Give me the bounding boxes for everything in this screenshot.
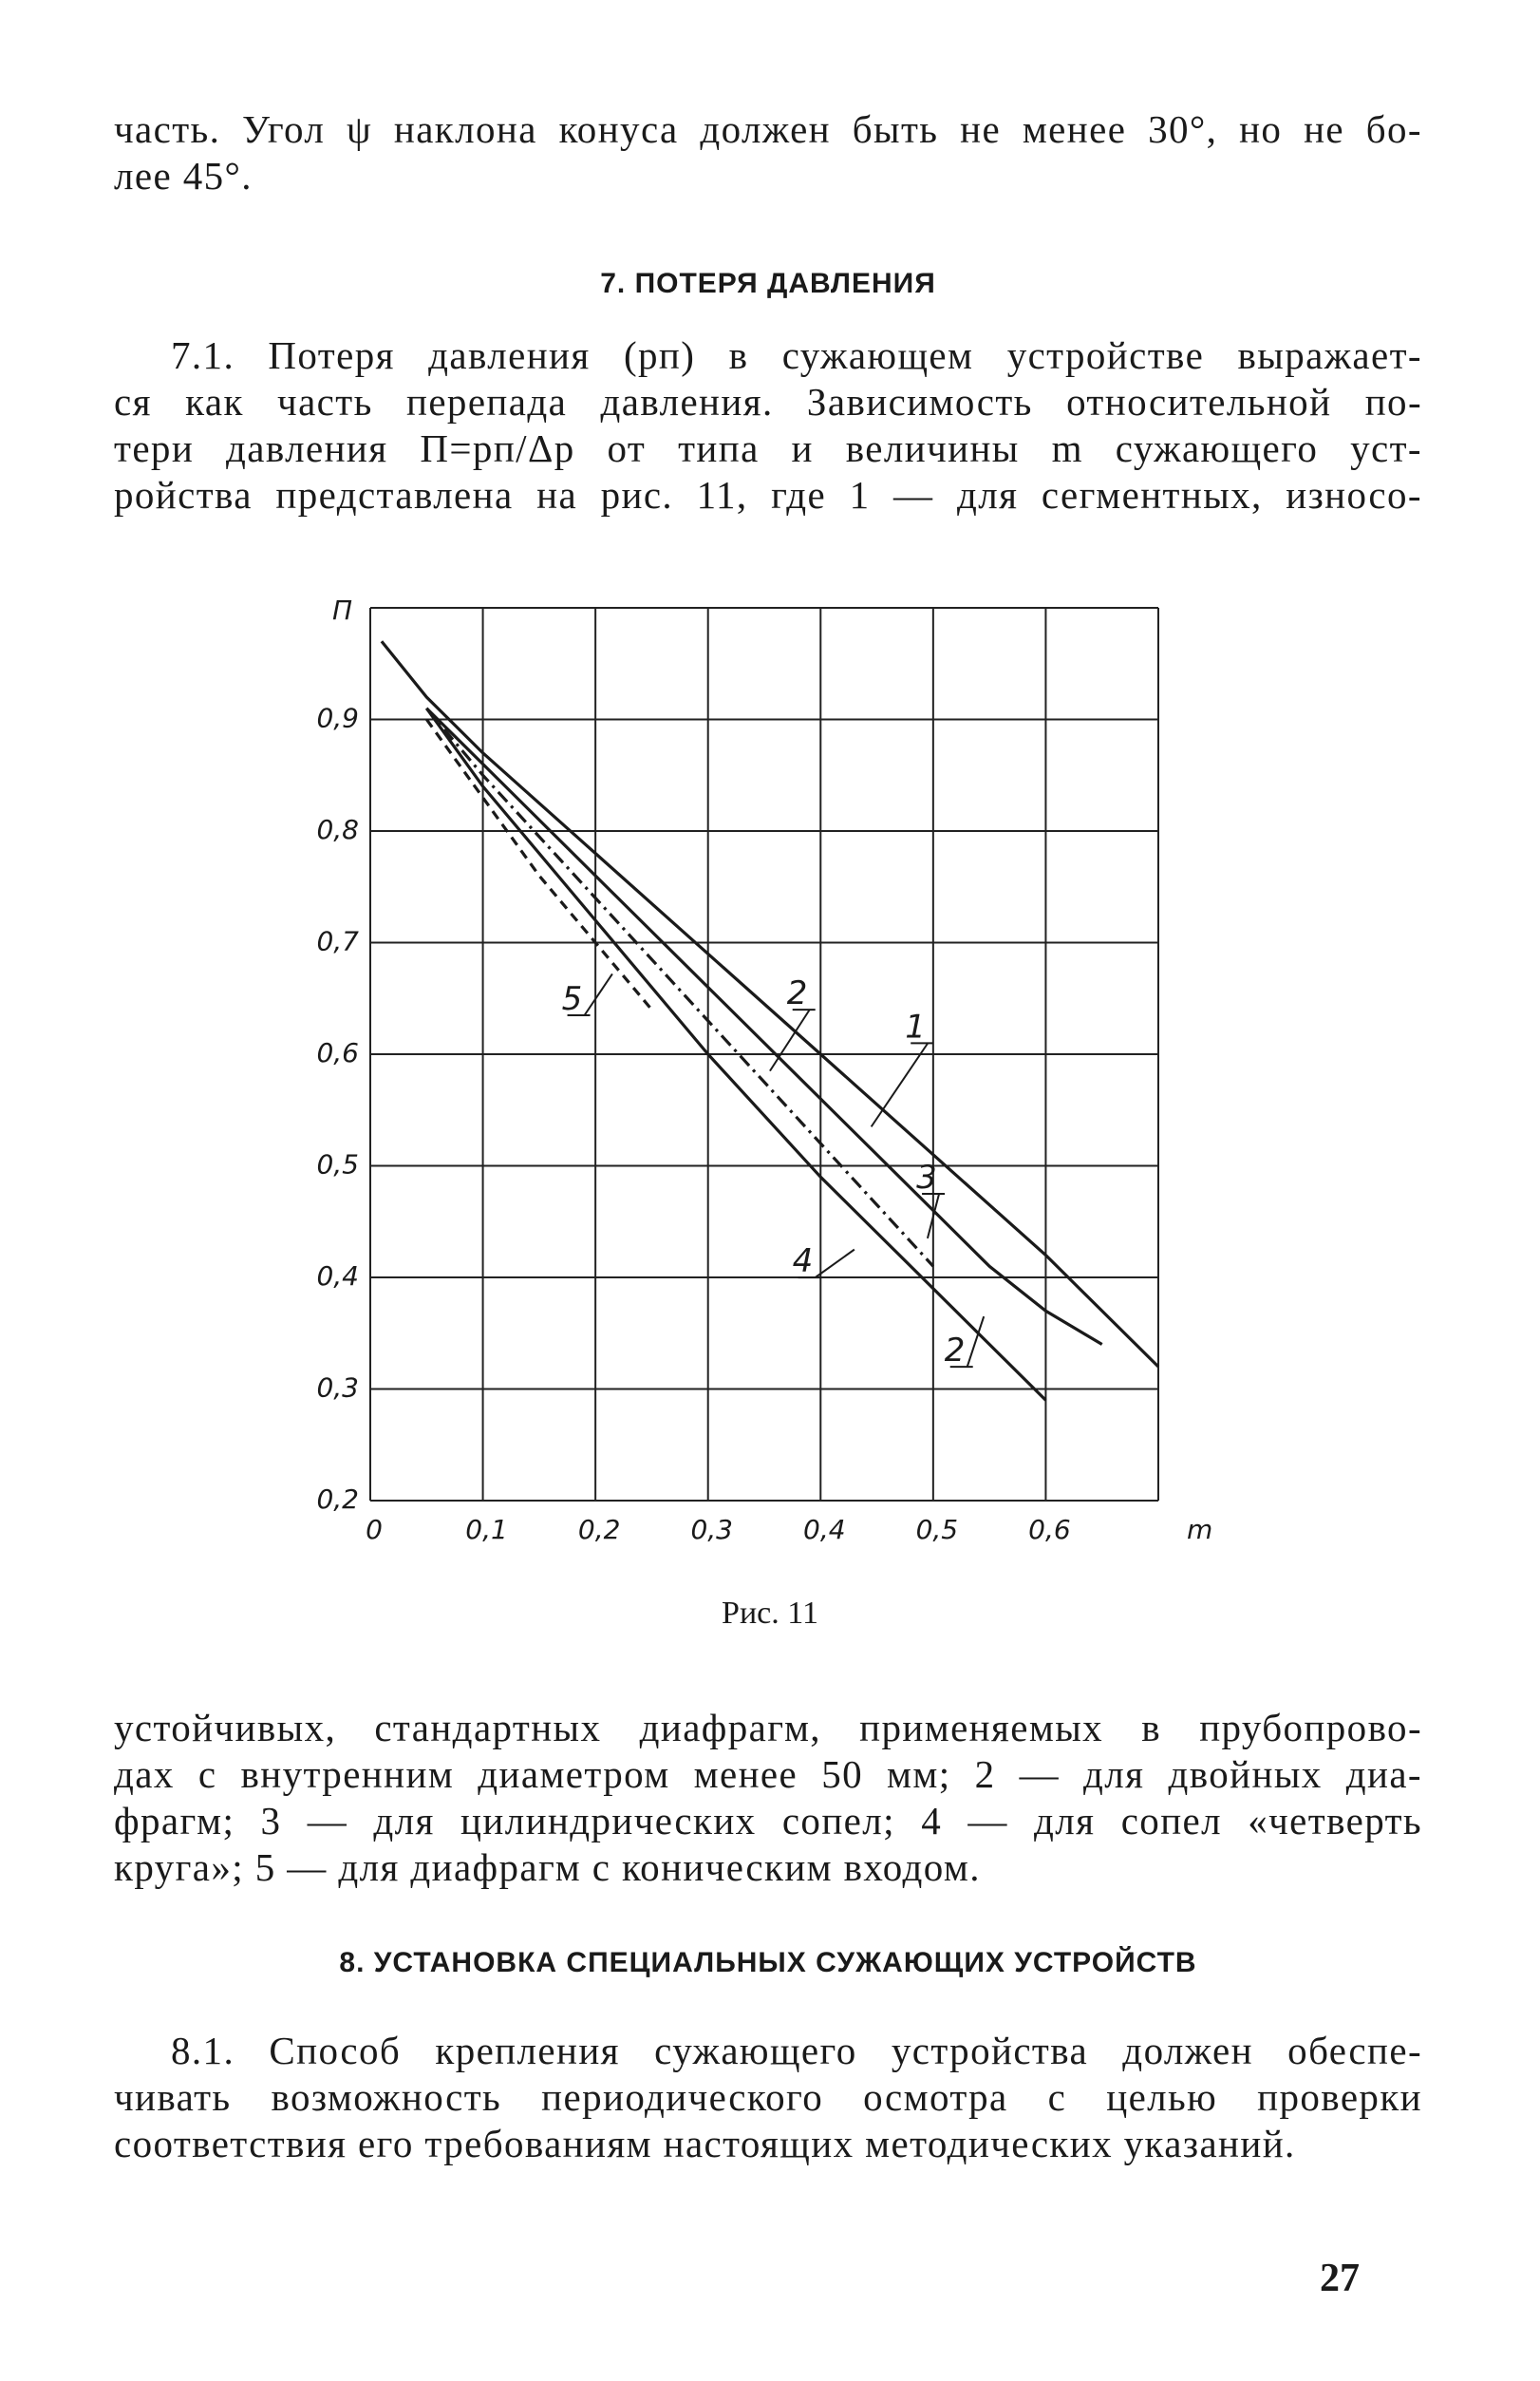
text-line: 8.1. Способ крепления сужающего устройства должен обеспе- [171, 2029, 1422, 2072]
text-line: ройства представлена на рис. 11, где 1 — для сегментных, износо- [114, 473, 1422, 517]
text-line: 7.1. Потеря давления (pп) в сужающем устройстве выражает- [171, 333, 1422, 377]
chart-curve-labels [562, 973, 985, 1370]
y-tick-label: 0,5 [316, 1148, 359, 1181]
text-line: устойчивых, стандартных диафрагм, применяемых в прубопрово- [114, 1706, 1422, 1749]
chart-grid [370, 608, 1158, 1501]
y-tick-label: 0,7 [316, 925, 359, 957]
x-tick-label: 0 [366, 1514, 383, 1545]
chart-ticks [316, 703, 1070, 1546]
curve-label-1: 1 [905, 1008, 926, 1047]
section-8-heading: 8. УСТАНОВКА СПЕЦИАЛЬНЫХ СУЖАЮЩИХ УСТРОЙСТВ [339, 1947, 1197, 1978]
curve-label-2: 2 [786, 974, 808, 1013]
curve-3 [426, 709, 933, 1267]
x-axis-label: m [1187, 1514, 1213, 1545]
text-line: ся как часть перепада давления. Зависимость относительной по- [114, 380, 1422, 424]
y-tick-label: 0,8 [316, 814, 359, 845]
text-line: чивать возможность периодического осмотра с целью проверки [114, 2075, 1422, 2119]
text-line: лее 45°. [114, 154, 253, 198]
y-tick-label: 0,2 [316, 1483, 359, 1515]
figure-caption: Рис. 11 [722, 1596, 818, 1631]
curve-label-4: 4 [792, 1242, 814, 1281]
chart-curves [382, 641, 1158, 1400]
curve-label-3: 3 [916, 1159, 937, 1197]
x-tick-label: 0,3 [690, 1514, 733, 1545]
y-tick-label: 0,9 [316, 702, 359, 734]
loss-chart [304, 570, 1215, 1577]
text-line: тери давления П=pп/Δp от типа и величины m сужающего уст- [114, 426, 1422, 470]
top-paragraph [114, 106, 1422, 199]
x-tick-label: 0,4 [803, 1514, 846, 1545]
curve-label-5: 5 [561, 980, 583, 1018]
text-line: фрагм; 3 — для цилиндрических сопел; 4 — для сопел «четверть [114, 1799, 1422, 1842]
page-number: 27 [1320, 2257, 1360, 2300]
text-line: круга»; 5 — для диафрагм с коническим входом. [114, 1845, 981, 1889]
text-line: соответствия его требованиям настоящих методических указаний. [114, 2122, 1296, 2165]
curve-5 [426, 720, 651, 1011]
curve-1 [382, 641, 1158, 1367]
curve-label-leader [872, 1043, 929, 1126]
y-tick-label: 0,3 [316, 1371, 359, 1404]
x-tick-label: 0,2 [577, 1514, 621, 1545]
x-tick-label: 0,5 [915, 1514, 959, 1545]
text-line: дах с внутренним диаметром менее 50 мм; 2 — для двойных диа- [114, 1752, 1422, 1796]
text-line: часть. Угол ψ наклона конуса должен быть не менее 30°, но не бо- [114, 107, 1422, 151]
y-tick-label: 0,4 [316, 1260, 359, 1292]
section-7-heading: 7. ПОТЕРЯ ДАВЛЕНИЯ [600, 268, 936, 299]
curve-2 [426, 709, 1101, 1345]
curve-label-2: 2 [944, 1332, 966, 1370]
y-tick-label: 0,6 [316, 1037, 359, 1068]
legend-paragraph [114, 1705, 1422, 1891]
x-tick-label: 0,1 [465, 1514, 508, 1545]
section-8-paragraph [114, 2028, 1422, 2167]
curve-label-leader [585, 973, 612, 1015]
x-tick-label: 0,6 [1028, 1514, 1071, 1545]
y-axis-label: П [332, 595, 353, 626]
section-7-paragraph [114, 332, 1422, 519]
